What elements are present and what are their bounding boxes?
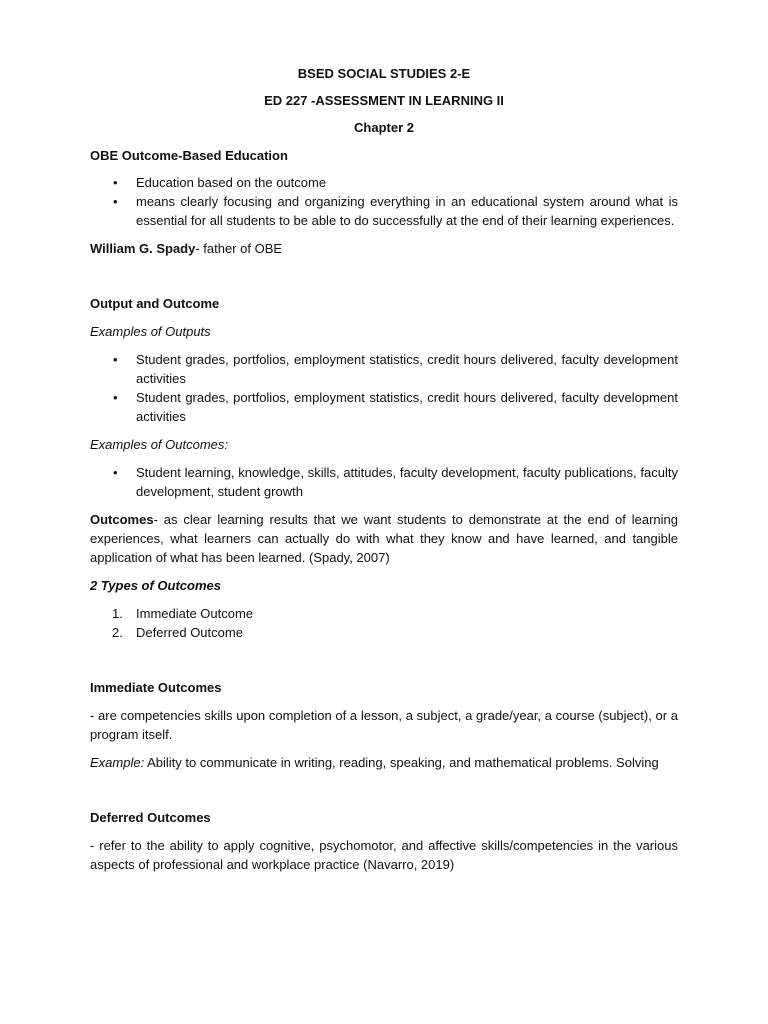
deferred-text: - refer to the ability to apply cognitive, psychomotor, and affective skills/competencies in the various aspects of professional and workplace practice (Navarro, 2019) [90,838,678,872]
list-item-text: Student grades, portfolios, employment statistics, credit hours delivered, faculty development activities [136,352,678,386]
list-item [90,388,678,426]
list-item [90,192,678,230]
list-item [90,350,678,388]
course-section-title: BSED SOCIAL STUDIES 2-E [297,66,471,81]
immediate-text: - are competencies skills upon completion of a lesson, a subject, a grade/year, a course (subject), or a program itself. [90,708,678,742]
obe-bullet-list [90,173,678,230]
outcomes-list [90,463,678,501]
example-text: Ability to communicate in writing, reading, speaking, and mathematical problems. Solving [144,755,659,770]
outcomes-definition-text: - as clear learning results that we want students to demonstrate at the end of learning experiences, what learners can actually do with what they know and have learned, and tangible application of what has been learned. (Spady, 2007) [90,512,678,565]
immediate-heading: Immediate Outcomes [90,680,222,695]
outcomes-definition [90,510,678,567]
course-title: ED 227 -ASSESSMENT IN LEARNING II [264,93,504,108]
list-item [90,463,678,501]
list-item-text: Education based on the outcome [136,175,327,190]
outcomes-term: Outcomes [90,512,154,527]
bullet-icon: • [113,194,118,209]
types-list [90,604,678,642]
bullet-icon: • [113,352,118,367]
spady-name: William G. Spady [90,241,196,256]
list-number: 1. [112,606,123,621]
example-label: Example: [90,755,145,770]
spady-description: - father of OBE [195,241,283,256]
list-item-text: Deferred Outcome [136,625,243,640]
outputs-label: Examples of Outputs [90,324,211,339]
deferred-heading: Deferred Outcomes [90,810,211,825]
immediate-example [90,753,678,772]
list-item-text: Immediate Outcome [136,606,254,621]
obe-heading: OBE Outcome-Based Education [90,148,288,163]
spady-line [90,239,678,258]
output-outcome-heading: Output and Outcome [90,296,220,311]
list-item [90,623,678,642]
bullet-icon: • [113,175,118,190]
bullet-icon: • [113,465,118,480]
types-heading: 2 Types of Outcomes [90,578,221,593]
list-item-text: Student grades, portfolios, employment statistics, credit hours delivered, faculty development activities [136,390,678,424]
list-item-text: Student learning, knowledge, skills, attitudes, faculty development, faculty publications, faculty development, student growth [136,465,678,499]
document-body [90,64,678,874]
list-item [90,173,678,192]
list-number: 2. [112,625,123,640]
bullet-icon: • [113,390,118,405]
list-item-text: means clearly focusing and organizing everything in an educational system around what is essential for all students to be able to do successfully at the end of their learning experiences. [136,194,678,228]
outcomes-label: Examples of Outcomes: [90,437,228,452]
list-item [90,604,678,623]
outputs-list [90,350,678,426]
chapter-title: Chapter 2 [354,120,414,135]
